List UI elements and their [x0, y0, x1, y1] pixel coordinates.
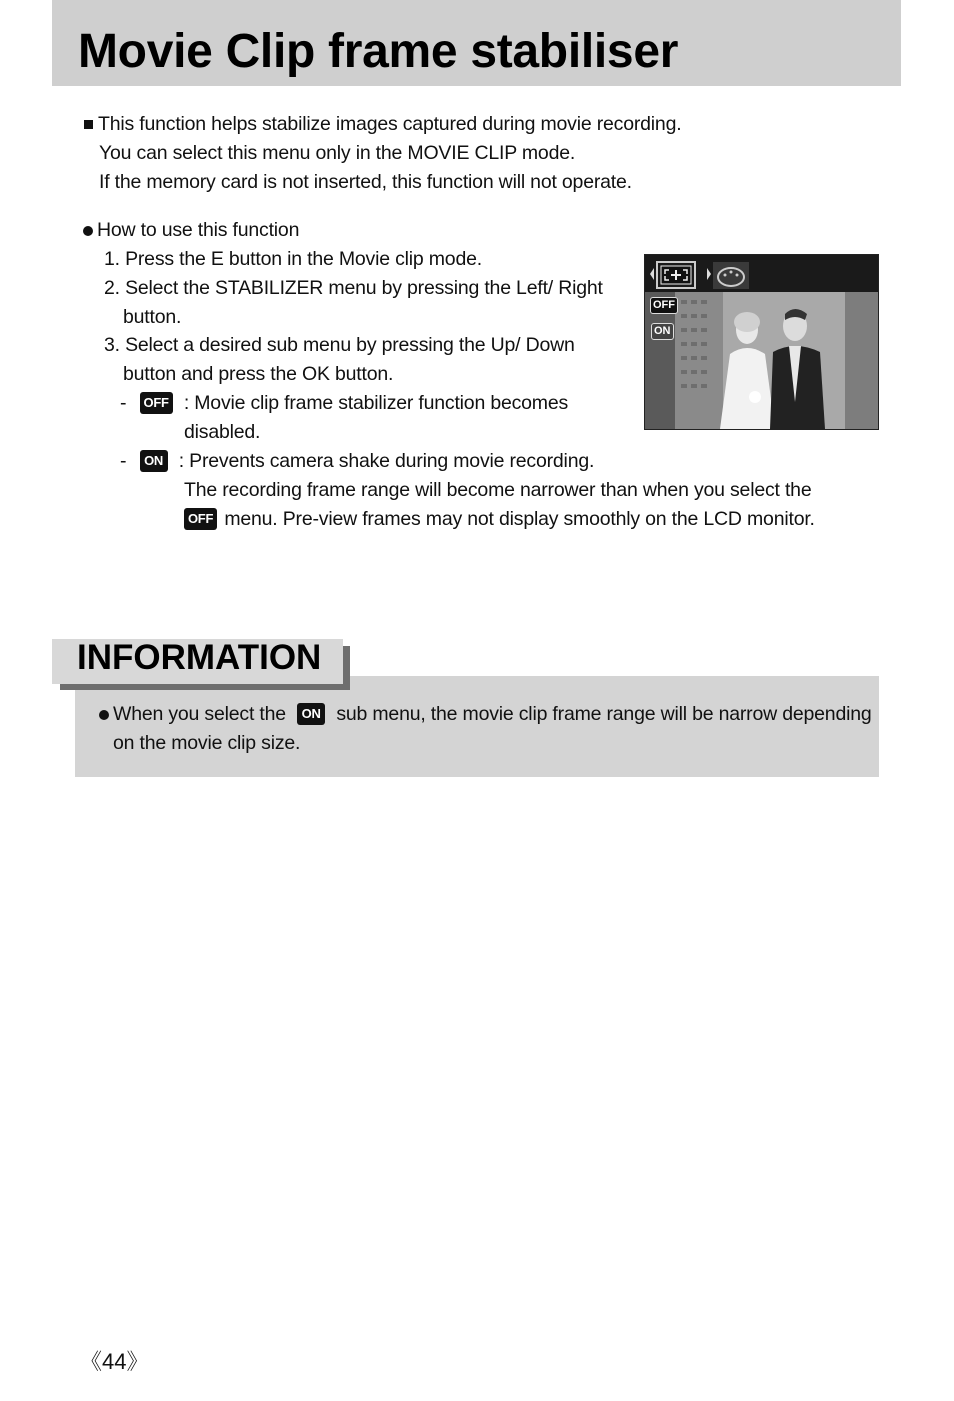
information-line-1: When you select the ON sub menu, the movie clip frame range will be narrow depending: [99, 700, 872, 729]
step-3: 3. Select a desired sub menu by pressing the Up/ Down: [104, 334, 575, 356]
page-number: 《44》: [80, 1349, 149, 1374]
off-badge-icon: OFF: [650, 297, 678, 314]
circle-bullet-icon: [83, 226, 93, 236]
on-badge-icon: ON: [140, 450, 168, 472]
step-2-cont: button.: [123, 306, 182, 328]
step-1: 1. Press the E button in the Movie clip mode.: [104, 248, 482, 270]
camera-menu-bar: [645, 255, 878, 292]
dash: -: [120, 450, 127, 472]
intro-line-2: You can select this menu only in the MOVIE CLIP mode.: [99, 142, 576, 164]
off-desc: : Movie clip frame stabilizer function becomes: [183, 392, 569, 414]
on-desc: : Prevents camera shake during movie recording.: [178, 450, 595, 472]
information-title: INFORMATION: [77, 638, 322, 677]
off-badge-icon: OFF: [140, 392, 173, 414]
right-arrow-icon: [707, 268, 711, 280]
circle-bullet-icon: [99, 710, 109, 720]
how-to-heading: How to use this function: [83, 216, 299, 245]
square-bullet-icon: [84, 120, 93, 129]
off-badge-icon: OFF: [184, 508, 217, 530]
off-desc-cont: disabled.: [184, 421, 261, 443]
on-badge-icon: ON: [651, 323, 674, 340]
on-desc-cont: The recording frame range will become narrower than when you select the: [184, 479, 812, 501]
photo-scene: [675, 292, 878, 429]
wedding-photo-image: [675, 292, 878, 429]
information-line-2: on the movie clip size.: [113, 732, 301, 754]
camera-lcd-screenshot: [644, 254, 879, 430]
camera-menu-icons: [645, 255, 878, 292]
dash: -: [120, 392, 127, 414]
step-3-cont: button and press the OK button.: [123, 363, 394, 385]
step-2: 2. Select the STABILIZER menu by pressing the Left/ Right: [104, 277, 603, 299]
page-title: Movie Clip frame stabiliser: [78, 25, 679, 78]
on-option-row: [120, 447, 594, 476]
intro-line-3: If the memory card is not inserted, this function will not operate.: [99, 171, 632, 193]
off-option-row: [120, 389, 568, 418]
on-badge-icon: ON: [297, 703, 325, 725]
intro-line-1: This function helps stabilize images captured during movie recording.: [84, 110, 681, 139]
left-arrow-icon: [650, 268, 654, 280]
on-desc-cont-2: OFF menu. Pre-view frames may not display smoothly on the LCD monitor.: [184, 505, 815, 534]
